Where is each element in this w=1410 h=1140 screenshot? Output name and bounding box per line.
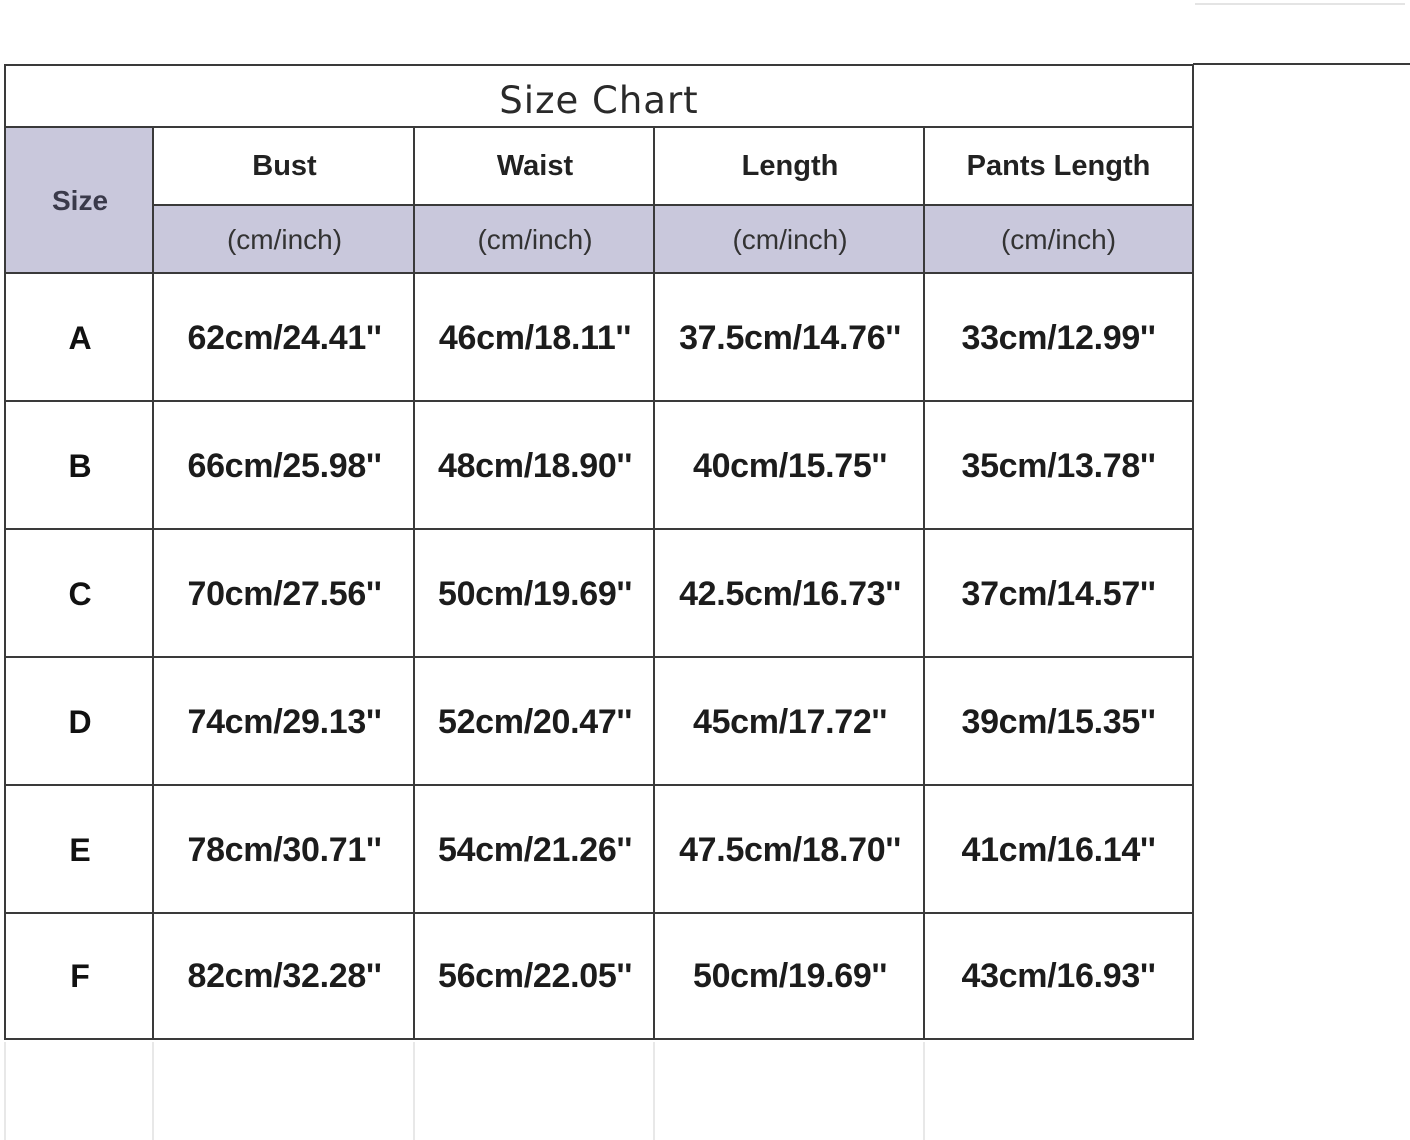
size-column-header: Size: [6, 128, 154, 274]
cell-c-length: 42.5cm/16.73'': [679, 574, 901, 613]
grid-hline: [6, 528, 1192, 530]
cell-c-bust: 70cm/27.56'': [187, 574, 382, 613]
faint-gridline: [923, 1042, 925, 1140]
size-chart-table: [4, 64, 1194, 1040]
unit-header-bust: (cm/inch): [154, 206, 415, 274]
cell-f-length: 50cm/19.69'': [692, 956, 888, 995]
faint-gridline: [413, 1042, 415, 1140]
chart-title-row: [6, 66, 1192, 128]
cell-b-waist: 48cm/18.90'': [437, 446, 633, 485]
cell-e-bust: 78cm/30.71'': [187, 830, 382, 869]
cell-d-waist: 52cm/20.47'': [437, 702, 633, 741]
size-label-b: B: [68, 447, 92, 484]
cell-e-length: 47.5cm/18.70'': [679, 830, 901, 869]
chart-title: Size Chart: [499, 78, 699, 122]
faint-gridline: [4, 1042, 6, 1140]
grid-vline: [923, 126, 925, 1038]
cell-f-waist: 56cm/22.05'': [437, 956, 633, 995]
cell-b-pants-length: 35cm/13.78'': [961, 446, 1156, 485]
size-label-c: C: [68, 575, 92, 612]
faint-gridline: [152, 1042, 154, 1140]
grid-hline: [6, 784, 1192, 786]
unit-header-pants-length: (cm/inch): [925, 206, 1192, 274]
size-label-a: A: [68, 319, 92, 356]
cell-a-pants-length: 33cm/12.99'': [961, 318, 1156, 357]
grid-vline: [653, 126, 655, 1038]
grid-vline: [413, 126, 415, 1038]
grid-vline: [152, 126, 154, 1038]
cell-d-pants-length: 39cm/15.35'': [961, 702, 1156, 741]
top-right-rule: [1193, 63, 1410, 65]
cell-c-waist: 50cm/19.69'': [437, 574, 633, 613]
unit-header-waist: (cm/inch): [415, 206, 655, 274]
grid-hline: [6, 400, 1192, 402]
column-header-bust: Bust: [154, 128, 415, 204]
grid-hline: [6, 912, 1192, 914]
cell-a-waist: 46cm/18.11'': [438, 318, 632, 357]
cell-d-bust: 74cm/29.13'': [187, 702, 382, 741]
size-label-d: D: [68, 703, 92, 740]
cell-a-length: 37.5cm/14.76'': [679, 318, 901, 357]
cell-f-bust: 82cm/32.28'': [187, 956, 382, 995]
column-header-waist: Waist: [415, 128, 655, 204]
cell-b-bust: 66cm/25.98'': [187, 446, 382, 485]
unit-header-length: (cm/inch): [655, 206, 925, 274]
cell-e-pants-length: 41cm/16.14'': [961, 830, 1156, 869]
top-artifact-line: [1195, 3, 1405, 5]
grid-hline: [6, 656, 1192, 658]
column-header-pants-length: Pants Length: [925, 128, 1192, 204]
cell-e-waist: 54cm/21.26'': [437, 830, 633, 869]
column-header-length: Length: [655, 128, 925, 204]
size-label-f: F: [70, 957, 90, 994]
grid-hline: [152, 204, 1192, 206]
faint-gridline: [653, 1042, 655, 1140]
size-label-e: E: [69, 831, 91, 868]
cell-c-pants-length: 37cm/14.57'': [961, 574, 1156, 613]
grid-hline: [6, 272, 1192, 274]
cell-b-length: 40cm/15.75'': [692, 446, 888, 485]
cell-a-bust: 62cm/24.41'': [187, 318, 382, 357]
cell-f-pants-length: 43cm/16.93'': [961, 956, 1156, 995]
cell-d-length: 45cm/17.72'': [692, 702, 888, 741]
